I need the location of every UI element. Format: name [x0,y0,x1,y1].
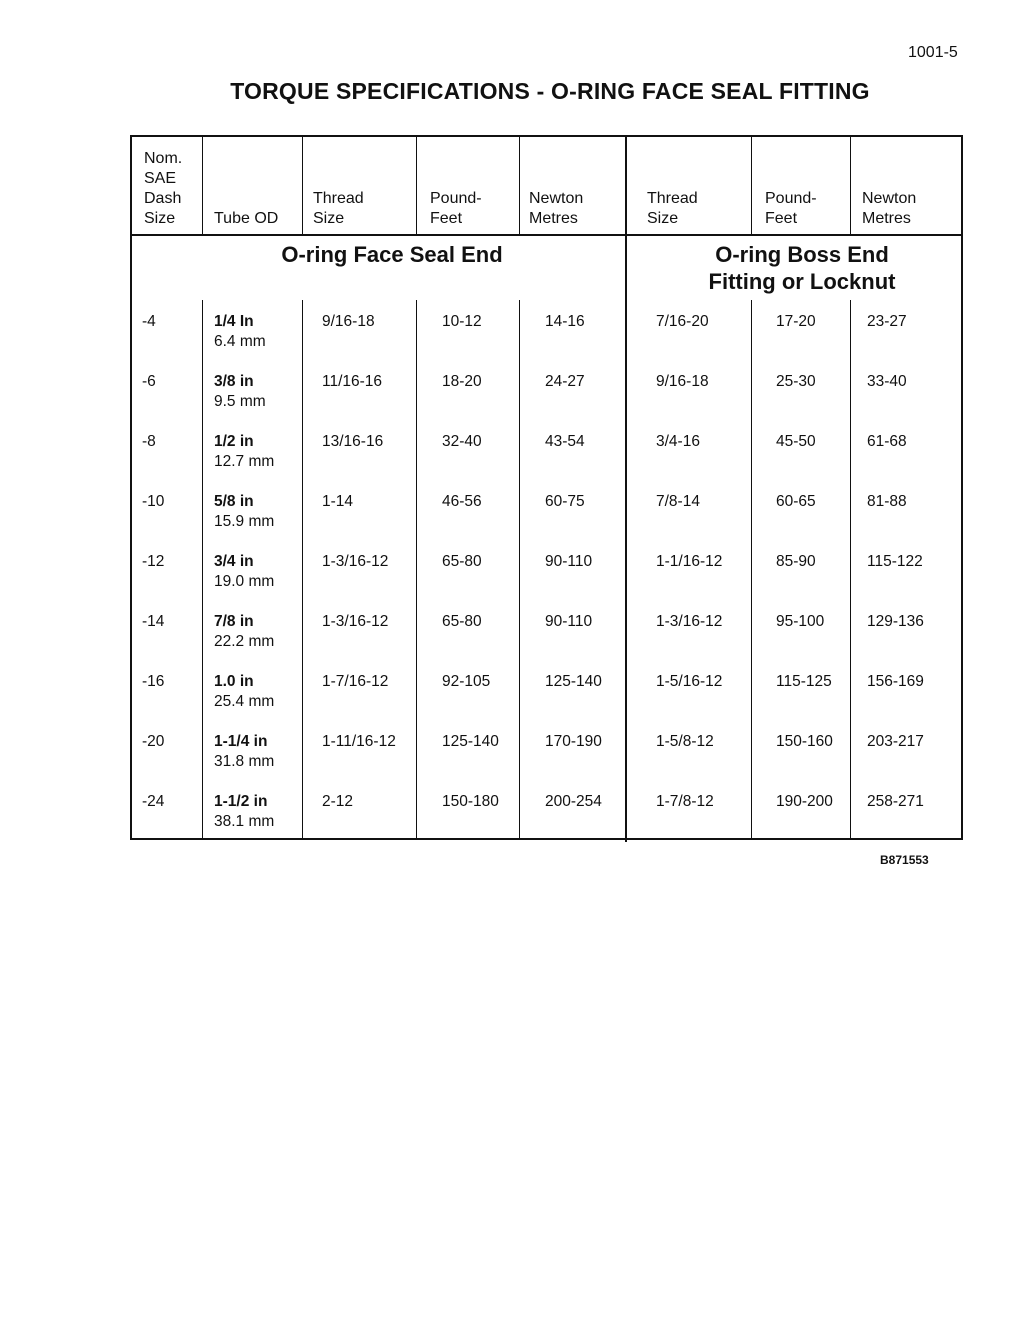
face-newton-metres-cell: 125-140 [545,673,602,690]
tube-od-inches: 1/2 in [214,433,254,450]
dash-size-cell: -14 [142,613,165,630]
figure-id: B871553 [880,853,929,867]
dash-size-cell: -16 [142,673,165,690]
face-pound-feet-cell: 18-20 [442,373,482,390]
header-divider [302,137,303,234]
tube-od-cell [214,492,274,532]
face-newton-metres-cell: 43-54 [545,433,585,450]
face-thread-size-cell: 1-11/16-12 [322,733,396,750]
tube-od-inches: 1/4 In [214,313,254,330]
tube-od-cell [214,372,266,412]
header-boss-pound-feet: Pound- Feet [765,190,817,227]
body-divider [416,300,417,838]
face-thread-size-cell: 1-14 [322,493,354,510]
dash-size-cell: -10 [142,493,165,510]
boss-pound-feet-cell: 95-100 [776,613,825,630]
header-rule [132,234,961,236]
header-face-thread-size: Thread Size [313,190,364,227]
face-pound-feet-cell: 150-180 [442,793,499,810]
tube-od-millimetres: 31.8 mm [214,753,275,770]
face-seal-section-title: O-ring Face Seal End [281,242,503,267]
tube-od-millimetres: 38.1 mm [214,813,275,830]
tube-od-inches: 3/8 in [214,373,254,390]
header-tube-od: Tube OD [214,210,279,227]
boss-pound-feet-cell: 60-65 [776,493,816,510]
boss-thread-size-cell: 1-5/8-12 [656,733,714,750]
boss-pound-feet-cell: 190-200 [776,793,833,810]
boss-thread-size-cell: 3/4-16 [656,433,700,450]
boss-pound-feet-cell: 85-90 [776,553,816,570]
header-dash-size: Nom. SAE Dash Size [144,150,183,227]
boss-thread-size-cell: 7/8-14 [656,493,700,510]
face-newton-metres-cell: 90-110 [545,553,593,570]
boss-newton-metres-cell: 156-169 [867,673,924,690]
dash-size-cell: -20 [142,733,165,750]
boss-thread-size-cell: 1-3/16-12 [656,613,723,630]
face-pound-feet-cell: 32-40 [442,433,482,450]
boss-thread-size-cell: 1-5/16-12 [656,673,723,690]
face-thread-size-cell: 9/16-18 [322,313,375,330]
boss-newton-metres-cell: 33-40 [867,373,907,390]
tube-od-inches: 5/8 in [214,493,254,510]
boss-newton-metres-cell: 81-88 [867,493,907,510]
header-divider [850,137,851,234]
face-thread-size-cell: 1-3/16-12 [322,553,389,570]
section-divider [625,137,627,842]
boss-newton-metres-cell: 61-68 [867,433,907,450]
tube-od-inches: 1-1/4 in [214,733,268,750]
body-divider [850,300,851,838]
boss-thread-size-cell: 9/16-18 [656,373,709,390]
boss-newton-metres-cell: 23-27 [867,313,907,330]
header-divider [519,137,520,234]
face-newton-metres-cell: 200-254 [545,793,602,810]
tube-od-cell [214,552,274,592]
page-number: 1001-5 [908,44,958,61]
tube-od-cell [214,312,266,352]
face-thread-size-cell: 1-3/16-12 [322,613,389,630]
face-newton-metres-cell: 170-190 [545,733,602,750]
boss-newton-metres-cell: 115-122 [867,553,923,570]
boss-newton-metres-cell: 258-271 [867,793,924,810]
tube-od-cell [214,432,274,472]
face-thread-size-cell: 13/16-16 [322,433,384,450]
face-newton-metres-cell: 90-110 [545,613,593,630]
boss-pound-feet-cell: 17-20 [776,313,816,330]
header-face-pound-feet: Pound- Feet [430,190,482,227]
tube-od-cell [214,732,274,772]
tube-od-millimetres: 19.0 mm [214,573,275,590]
boss-section-title: O-ring Boss End Fitting or Locknut [708,242,896,294]
body-divider [202,300,203,838]
dash-size-cell: -12 [142,553,165,570]
header-boss-thread-size: Thread Size [647,190,698,227]
tube-od-inches: 3/4 in [214,553,254,570]
face-thread-size-cell: 11/16-16 [322,373,383,390]
dash-size-cell: -24 [142,793,165,810]
face-pound-feet-cell: 10-12 [442,313,482,330]
boss-pound-feet-cell: 45-50 [776,433,816,450]
face-newton-metres-cell: 60-75 [545,493,585,510]
dash-size-cell: -4 [142,313,156,330]
tube-od-cell [214,612,274,652]
tube-od-cell [214,792,274,832]
boss-pound-feet-cell: 25-30 [776,373,816,390]
boss-thread-size-cell: 1-7/8-12 [656,793,714,810]
header-divider [416,137,417,234]
face-pound-feet-cell: 125-140 [442,733,499,750]
tube-od-inches: 7/8 in [214,613,254,630]
tube-od-millimetres: 9.5 mm [214,393,266,410]
tube-od-inches: 1-1/2 in [214,793,268,810]
page-title: TORQUE SPECIFICATIONS - O-RING FACE SEAL FITTING [230,78,870,104]
torque-table [130,135,963,840]
header-boss-newton-metres: Newton Metres [862,190,917,227]
dash-size-cell: -6 [142,373,156,390]
body-divider [751,300,752,838]
header-divider [751,137,752,234]
body-divider [302,300,303,838]
tube-od-millimetres: 22.2 mm [214,633,275,650]
boss-pound-feet-cell: 150-160 [776,733,833,750]
tube-od-millimetres: 15.9 mm [214,513,275,530]
tube-od-millimetres: 25.4 mm [214,693,275,710]
face-thread-size-cell: 1-7/16-12 [322,673,389,690]
boss-thread-size-cell: 1-1/16-12 [656,553,723,570]
tube-od-inches: 1.0 in [214,673,254,690]
boss-thread-size-cell: 7/16-20 [656,313,709,330]
face-newton-metres-cell: 24-27 [545,373,585,390]
dash-size-cell: -8 [142,433,156,450]
tube-od-millimetres: 12.7 mm [214,453,275,470]
boss-newton-metres-cell: 129-136 [867,613,924,630]
face-thread-size-cell: 2-12 [322,793,354,810]
face-pound-feet-cell: 65-80 [442,613,482,630]
face-pound-feet-cell: 46-56 [442,493,482,510]
boss-pound-feet-cell: 115-125 [776,673,832,690]
body-divider [519,300,520,838]
tube-od-cell [214,672,274,712]
tube-od-millimetres: 6.4 mm [214,333,266,350]
face-pound-feet-cell: 65-80 [442,553,482,570]
boss-newton-metres-cell: 203-217 [867,733,924,750]
face-pound-feet-cell: 92-105 [442,673,491,690]
header-divider [202,137,203,234]
header-face-newton-metres: Newton Metres [529,190,584,227]
face-newton-metres-cell: 14-16 [545,313,585,330]
